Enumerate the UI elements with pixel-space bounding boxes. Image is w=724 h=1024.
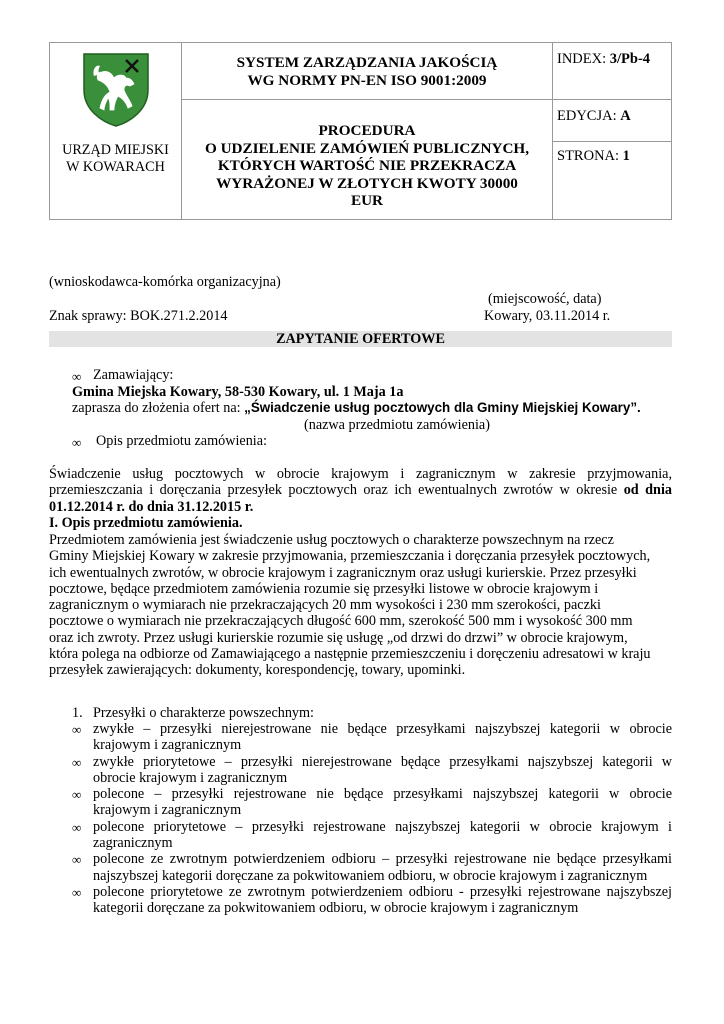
place-date: Kowary, 03.11.2014 r. bbox=[484, 308, 611, 324]
place-date-label: (miejscowość, data) bbox=[488, 291, 602, 307]
edition-value: A bbox=[620, 108, 631, 124]
office-cell bbox=[50, 43, 182, 220]
list-item: ∞ zwykłe – przesyłki nierejestrowane nie będące przesyłkami najszybszej kategorii w obrocie krajowym i zagranicznym bbox=[72, 721, 672, 754]
body-paragraph bbox=[49, 532, 672, 679]
system-norm: WG NORMY PN-EN ISO 9001:2009 bbox=[247, 71, 487, 89]
bullet-icon: ∞ bbox=[72, 884, 82, 900]
section-title: ZAPYTANIE OFERTOWE bbox=[276, 331, 445, 347]
bullet-icon: ∞ bbox=[72, 819, 82, 835]
system-cell bbox=[182, 43, 553, 100]
list-heading: Przesyłki o charakterze powszechnym: bbox=[93, 705, 315, 721]
document-header bbox=[49, 42, 672, 220]
bullet-icon: ∞ bbox=[72, 787, 82, 803]
kowary-coat-of-arms-icon bbox=[80, 50, 152, 128]
invite-caption: (nazwa przedmiotu zamówienia) bbox=[304, 417, 490, 433]
edition-label: EDYCJA: bbox=[557, 108, 621, 124]
procedure-line3: WYRAŻONEJ W ZŁOTYCH KWOTY 30000 bbox=[216, 174, 518, 192]
list-item: ∞ polecone ze zwrotnym potwierdzeniem odbioru – przesyłki rejestrowane nie będące przesyłkami najszybszej kategorii doręczane za pokwitowaniem odbioru, w obrocie krajowym i zagranicznym bbox=[72, 851, 672, 884]
page-cell bbox=[553, 142, 672, 220]
bullet-icon: ∞ bbox=[72, 754, 82, 770]
procedure-line2: KTÓRYCH WARTOŚĆ NIE PRZEKRACZA bbox=[217, 157, 517, 174]
body-line: pocztowe o wymiarach nie przekraczających długość 600 mm, szerokość 500 mm i wysokość 300 mm bbox=[49, 613, 633, 630]
procedure-title: PROCEDURA bbox=[318, 122, 416, 139]
body-line: pocztowe, będące przedmiotem zamówienia rozumie się przesyłki listowe w obrocie krajowym i bbox=[49, 580, 599, 597]
index-cell bbox=[553, 43, 672, 100]
description-label: Opis przedmiotu zamówienia: bbox=[96, 433, 267, 449]
edition-cell bbox=[553, 100, 672, 142]
summary-paragraph bbox=[49, 466, 672, 531]
summary-line2: przemieszczania i doręczania przesyłek pocztowych oraz ich ewentualnych zwrotów w okresie od dnia bbox=[49, 482, 672, 499]
section-1-title: I. Opis przedmiotu zamówienia. bbox=[49, 514, 243, 531]
list-item: ∞ polecone – przesyłki rejestrowane nie będące przesyłkami najszybszej kategorii w obrocie krajowym i zagranicznym bbox=[72, 786, 672, 819]
section-band bbox=[49, 331, 672, 347]
orderer-label: Zamawiający: bbox=[93, 367, 174, 383]
body-line: przesyłek zawierających: dokumenty, korespondencję, towary, upominki. bbox=[49, 662, 466, 679]
system-title: SYSTEM ZARZĄDZANIA JAKOŚCIĄ bbox=[236, 54, 498, 71]
page-value: 1 bbox=[622, 148, 630, 164]
summary-line3: 01.12.2014 r. do dnia 31.12.2015 r. bbox=[49, 498, 254, 515]
invite-prefix: zaprasza do złożenia ofert na: bbox=[72, 400, 245, 416]
invite-title: „Świadczenie usług pocztowych dla Gminy Miejskiej Kowary”. bbox=[244, 400, 641, 415]
procedure-line1: O UDZIELENIE ZAMÓWIEŃ PUBLICZNYCH, bbox=[204, 139, 530, 157]
page-label: STRONA: bbox=[557, 148, 623, 164]
procedure-cell bbox=[182, 100, 553, 220]
invite-line bbox=[72, 400, 641, 416]
body-line: zagranicznym o wymiarach nie przekraczających 20 mm wysokości i 230 mm szerokości, paczki bbox=[49, 597, 601, 614]
index-value: 3/Pb-4 bbox=[609, 51, 651, 67]
bullet-icon: ∞ bbox=[72, 369, 82, 384]
list-item: ∞ polecone priorytetowe – przesyłki rejestrowane najszybszej kategorii w obrocie krajowym i zagranicznym bbox=[72, 818, 672, 852]
body-line: Przedmiotem zamówienia jest świadczenie usług pocztowych o charakterze powszechnym na rzecz bbox=[49, 532, 614, 548]
body-line: oraz ich zwroty. Przez usługi kurierskie rozumie się usługę „od drzwi do drzwi” w obrocie krajowym, bbox=[49, 629, 628, 646]
index-label: INDEX: bbox=[557, 51, 610, 67]
bullet-icon: ∞ bbox=[72, 722, 82, 737]
applicant-label: (wnioskodawca-komórka organizacyjna) bbox=[49, 274, 281, 290]
bullet-icon: ∞ bbox=[72, 852, 82, 868]
procedure-line4: EUR bbox=[350, 192, 384, 209]
orderer-name: Gmina Miejska Kowary, 58-530 Kowary, ul. 1 Maja 1a bbox=[72, 384, 404, 400]
bullet-icon: ∞ bbox=[72, 435, 82, 450]
list-item: ∞ polecone priorytetowe ze zwrotnym potwierdzeniem odbioru - przesyłki rejestrowane najszybszej kategorii doręczane za pokwitowaniem odbioru, w obrocie krajowym i zagranicznym bbox=[72, 883, 672, 917]
list-number: 1. bbox=[72, 705, 83, 721]
body-line: ich ewentualnych zwrotów, w obrocie krajowym i zagranicznym oraz usługi kurierskie. Przez przesyłki bbox=[49, 564, 637, 581]
office-name-line2: W KOWARACH bbox=[66, 158, 165, 175]
list-item: ∞ zwykłe priorytetowe – przesyłki nierejestrowane będące przesyłkami najszybszej kategorii w obrocie krajowym i zagranicznym bbox=[72, 753, 672, 786]
body-line: która polega na odbiorze od Zamawiającego a następnie przemieszczeniu i doręczeniu adresatowi w kraju bbox=[49, 646, 651, 663]
body-line: Gminy Miejskiej Kowary w zakresie przyjmowania, przemieszczania i doręczania przesyłek pocztowych, bbox=[49, 548, 651, 565]
case-number: Znak sprawy: BOK.271.2.2014 bbox=[49, 308, 228, 324]
office-name-line1: URZĄD MIEJSKI bbox=[62, 142, 169, 159]
summary-line1: Świadczenie usług pocztowych w obrocie krajowym i zagranicznym w zakresie przyjmowania, bbox=[49, 466, 672, 482]
mail-types-list bbox=[72, 721, 672, 917]
